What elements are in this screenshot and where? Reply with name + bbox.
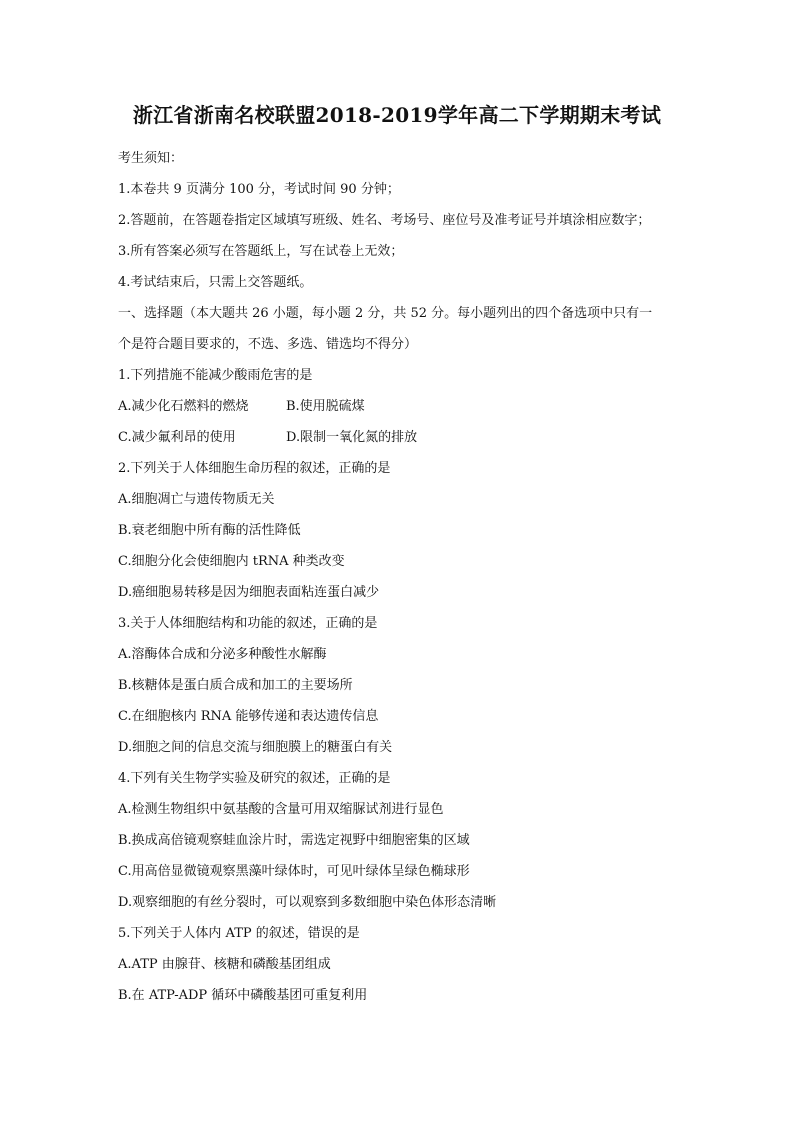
option-b: B.换成高倍镜观察蛙血涂片时，需选定视野中细胞密集的区域 [118, 833, 470, 848]
option-a: A.检测生物组织中氨基酸的含量可用双缩脲试剂进行显色 [118, 802, 444, 817]
question-4-stem: 4.下列有关生物学实验及研究的叙述，正确的是 [118, 771, 391, 786]
option-d: D.限制一氧化氮的排放 [286, 430, 418, 445]
question-1-options-row2 [118, 422, 680, 453]
question-1-stem: 1.下列措施不能减少酸雨危害的是 [118, 368, 313, 383]
option-d: D.细胞之间的信息交流与细胞膜上的糖蛋白有关 [118, 740, 393, 755]
option-b: B.衰老细胞中所有酶的活性降低 [118, 523, 301, 538]
option-b: B.在 ATP-ADP 循环中磷酸基团可重复利用 [118, 988, 368, 1003]
notice-item: 3.所有答案必须写在答题纸上，写在试卷上无效； [118, 244, 404, 259]
option-c: C.在细胞核内 RNA 能够传递和表达遗传信息 [118, 709, 379, 724]
option-a: A.细胞凋亡与遗传物质无关 [118, 492, 275, 507]
question-5-stem: 5.下列关于人体内 ATP 的叙述，错误的是 [118, 926, 360, 941]
option-c: C.减少氟利昂的使用 [118, 430, 236, 445]
option-d: D.观察细胞的有丝分裂时，可以观察到多数细胞中染色体形态清晰 [118, 895, 497, 910]
notice-item: 4.考试结束后，只需上交答题纸。 [118, 275, 313, 290]
option-d: D.癌细胞易转移是因为细胞表面粘连蛋白减少 [118, 585, 380, 600]
option-a: A.ATP 由腺苷、核糖和磷酸基团组成 [118, 957, 331, 972]
section-instructions-line2: 个是符合题目要求的，不选、多选、错选均不得分） [118, 337, 418, 352]
question-1-options-row1 [118, 391, 680, 422]
notice-item: 2.答题前，在答题卷指定区域填写班级、姓名、考场号、座位号及准考证号并填涂相应数字； [118, 213, 651, 228]
notice-item: 1.本卷共 9 页满分 100 分，考试时间 90 分钟； [118, 182, 400, 197]
question-2-stem: 2.下列关于人体细胞生命历程的叙述，正确的是 [118, 461, 391, 476]
question-3-stem: 3.关于人体细胞结构和功能的叙述，正确的是 [118, 616, 378, 631]
option-b: B.使用脱硫煤 [286, 399, 365, 414]
option-c: C.细胞分化会使细胞内 tRNA 种类改变 [118, 554, 345, 569]
notice-heading: 考生须知： [118, 151, 184, 166]
option-a: A.减少化石燃料的燃烧 [118, 399, 249, 414]
section-instructions-line1: 一、选择题（本大题共 26 小题，每小题 2 分，共 52 分。每小题列出的四个备选项中只有一 [118, 306, 653, 321]
option-c: C.用高倍显微镜观察黑藻叶绿体时，可见叶绿体呈绿色椭球形 [118, 864, 470, 879]
exam-content [118, 143, 680, 1011]
option-b: B.核糖体是蛋白质合成和加工的主要场所 [118, 678, 353, 693]
exam-title: 浙江省浙南名校联盟2018-2019学年高二下学期期末考试 [132, 103, 662, 127]
option-a: A.溶酶体合成和分泌多种酸性水解酶 [118, 647, 327, 662]
